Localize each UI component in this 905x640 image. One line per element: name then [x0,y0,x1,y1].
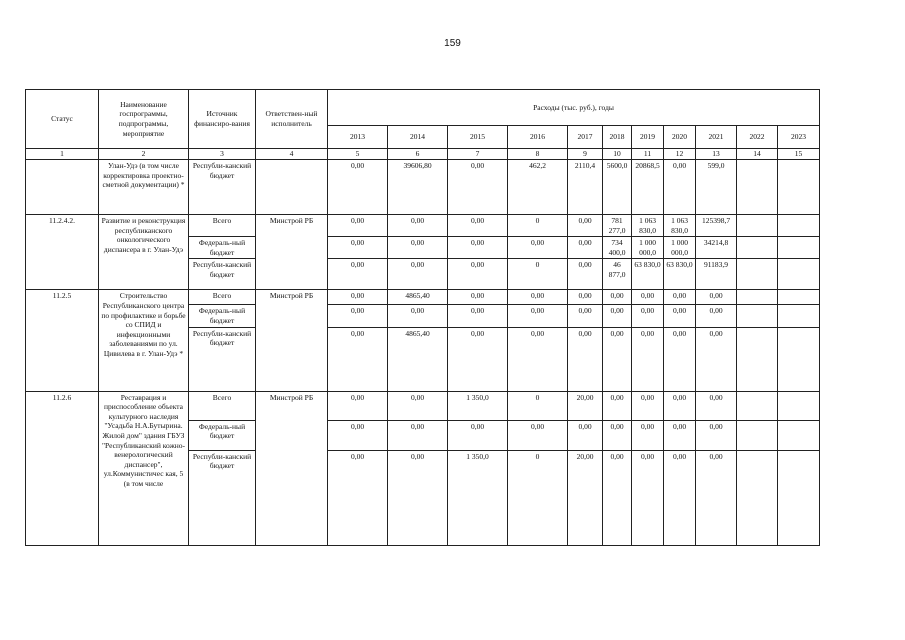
row-value: 0 [508,259,568,290]
row-value: 1 063 830,0 [664,215,696,237]
row-value: 63 830,0 [632,259,664,290]
row-value: 0,00 [448,305,508,327]
row-value: 20,00 [568,391,603,420]
row-source: Федераль-ный бюджет [189,237,256,259]
row-value: 0,00 [632,391,664,420]
row-value [778,391,820,420]
row-value: 0 [508,450,568,545]
header-expenses: Расходы (тыс. руб.), годы [328,90,820,126]
row-value [737,259,778,290]
row-executor [256,160,328,215]
row-value: 462,2 [508,160,568,215]
row-value: 599,0 [696,160,737,215]
row-source: Федераль-ный бюджет [189,305,256,327]
row-status [26,160,99,215]
row-value: 0,00 [328,160,388,215]
row-source: Республи-канский бюджет [189,160,256,215]
column-number: 3 [189,149,256,160]
row-value: 0,00 [696,420,737,450]
row-source: Всего [189,215,256,237]
column-number: 11 [632,149,664,160]
row-value: 63 830,0 [664,259,696,290]
row-value: 0,00 [328,305,388,327]
row-value: 46 877,0 [603,259,632,290]
row-source: Республи-канский бюджет [189,327,256,391]
row-executor: Минстрой РБ [256,391,328,545]
row-value [778,420,820,450]
row-source: Федераль-ный бюджет [189,420,256,450]
row-value [737,391,778,420]
row-value [778,259,820,290]
row-value: 0,00 [388,420,448,450]
row-value: 0,00 [508,420,568,450]
row-value [737,327,778,391]
row-value: 0,00 [603,327,632,391]
row-status: 11.2.5 [26,290,99,391]
row-value: 0,00 [603,391,632,420]
row-value: 0,00 [632,305,664,327]
row-value: 0,00 [603,305,632,327]
table-row [26,160,820,215]
row-value [778,450,820,545]
column-number: 14 [737,149,778,160]
row-value: 0,00 [568,237,603,259]
row-value: 0,00 [388,391,448,420]
year-header: 2020 [664,126,696,149]
row-value: 0,00 [632,420,664,450]
column-number: 10 [603,149,632,160]
year-header: 2021 [696,126,737,149]
row-value: 0,00 [664,160,696,215]
row-value [737,305,778,327]
row-value: 1 000 000,0 [664,237,696,259]
row-value [778,160,820,215]
row-value: 0,00 [696,327,737,391]
row-value: 0,00 [603,420,632,450]
row-value: 0,00 [328,391,388,420]
row-name: Реставрация и приспособление объекта культурного наследия "Усадьба Н.А.Бутырина. Жилой дом" здания ГБУЗ "Республиканский кожно-венерологический диспансер", ул.Коммунистичес кая, 5 (в том числе [99,391,189,545]
row-name: Строительство Республиканского центра по профилактике и борьбе со СПИД и инфекционными заболеваниями по ул. Цивилева в г. Улан-Удэ * [99,290,189,391]
row-value [778,215,820,237]
row-value: 0,00 [568,327,603,391]
row-value: 20868,5 [632,160,664,215]
row-value: 2110,4 [568,160,603,215]
year-header: 2017 [568,126,603,149]
row-value: 0,00 [664,391,696,420]
year-header: 2014 [388,126,448,149]
column-number: 15 [778,149,820,160]
page-number: 159 [444,38,461,49]
row-source: Всего [189,391,256,420]
table-row [26,290,820,305]
row-value: 125398,7 [696,215,737,237]
row-value: 0,00 [568,290,603,305]
row-value: 0,00 [696,450,737,545]
row-value: 0,00 [448,327,508,391]
row-value: 0,00 [448,215,508,237]
row-source: Всего [189,290,256,305]
row-value: 1 350,0 [448,391,508,420]
row-name: Развитие и реконструкция республиканского онкологического диспансера в г. Улан-Удэ [99,215,189,290]
year-header: 2019 [632,126,664,149]
row-value: 0,00 [664,305,696,327]
column-number: 1 [26,149,99,160]
row-value: 0,00 [388,237,448,259]
row-value: 1 063 830,0 [632,215,664,237]
row-value [778,290,820,305]
row-value: 0,00 [388,215,448,237]
column-number: 8 [508,149,568,160]
row-value: 0,00 [696,305,737,327]
row-value: 0,00 [328,327,388,391]
year-header: 2013 [328,126,388,149]
row-value: 0,00 [448,290,508,305]
row-value [737,450,778,545]
header-status: Статус [26,90,99,149]
row-value: 0,00 [664,420,696,450]
row-value: 4865,40 [388,327,448,391]
column-number: 7 [448,149,508,160]
header-name: Наименование госпрограммы, подпрограммы, мероприятие [99,90,189,149]
row-source: Республи-канский бюджет [189,450,256,545]
row-value: 0,00 [664,327,696,391]
row-value: 0 [508,215,568,237]
row-value [778,327,820,391]
row-value [737,237,778,259]
row-value: 0,00 [568,215,603,237]
column-number: 4 [256,149,328,160]
year-header: 2015 [448,126,508,149]
row-value: 0,00 [568,420,603,450]
row-value: 0,00 [632,450,664,545]
row-value: 5600,0 [603,160,632,215]
column-number: 2 [99,149,189,160]
row-value: 0,00 [328,215,388,237]
row-value: 1 000 000,0 [632,237,664,259]
row-executor: Минстрой РБ [256,290,328,391]
row-value: 0,00 [328,450,388,545]
header-executor: Ответствен-ный исполнитель [256,90,328,149]
row-value: 0,00 [508,290,568,305]
row-value: 4865,40 [388,290,448,305]
row-status: 11.2.6 [26,391,99,545]
row-value [778,305,820,327]
column-number: 12 [664,149,696,160]
row-value: 0,00 [328,237,388,259]
row-value: 0,00 [568,259,603,290]
row-value: 0,00 [448,237,508,259]
row-value: 0,00 [508,237,568,259]
year-header: 2023 [778,126,820,149]
row-value: 0,00 [568,305,603,327]
row-value: 20,00 [568,450,603,545]
row-value [778,237,820,259]
row-value: 0 [508,391,568,420]
row-value: 0,00 [603,290,632,305]
row-value: 0,00 [388,450,448,545]
row-source: Республи-канский бюджет [189,259,256,290]
row-value: 781 277,0 [603,215,632,237]
row-value: 1 350,0 [448,450,508,545]
row-value: 39606,80 [388,160,448,215]
row-value: 91183,9 [696,259,737,290]
row-value: 0,00 [448,420,508,450]
row-value: 0,00 [664,290,696,305]
year-header: 2016 [508,126,568,149]
row-value: 734 400,0 [603,237,632,259]
column-number: 9 [568,149,603,160]
row-name: Улан-Удэ (в том числе корректировка проектно-сметной документации) * [99,160,189,215]
row-value: 0,00 [328,420,388,450]
row-value: 34214,8 [696,237,737,259]
year-header: 2022 [737,126,778,149]
column-number: 5 [328,149,388,160]
header-source: Источник финансиро-вания [189,90,256,149]
row-value [737,290,778,305]
row-value: 0,00 [696,391,737,420]
row-value: 0,00 [328,259,388,290]
row-value: 0,00 [508,327,568,391]
table-row [26,215,820,237]
row-value [737,160,778,215]
table-row [26,391,820,420]
row-value [737,215,778,237]
row-value: 0,00 [388,305,448,327]
row-value: 0,00 [664,450,696,545]
year-header: 2018 [603,126,632,149]
row-value: 0,00 [632,290,664,305]
budget-table [25,89,820,546]
row-value [737,420,778,450]
row-value: 0,00 [448,259,508,290]
column-number: 6 [388,149,448,160]
row-value: 0,00 [448,160,508,215]
row-status: 11.2.4.2. [26,215,99,290]
row-executor: Минстрой РБ [256,215,328,290]
column-number: 13 [696,149,737,160]
row-value: 0,00 [603,450,632,545]
row-value: 0,00 [328,290,388,305]
row-value: 0,00 [388,259,448,290]
row-value: 0,00 [696,290,737,305]
row-value: 0,00 [508,305,568,327]
row-value: 0,00 [632,327,664,391]
